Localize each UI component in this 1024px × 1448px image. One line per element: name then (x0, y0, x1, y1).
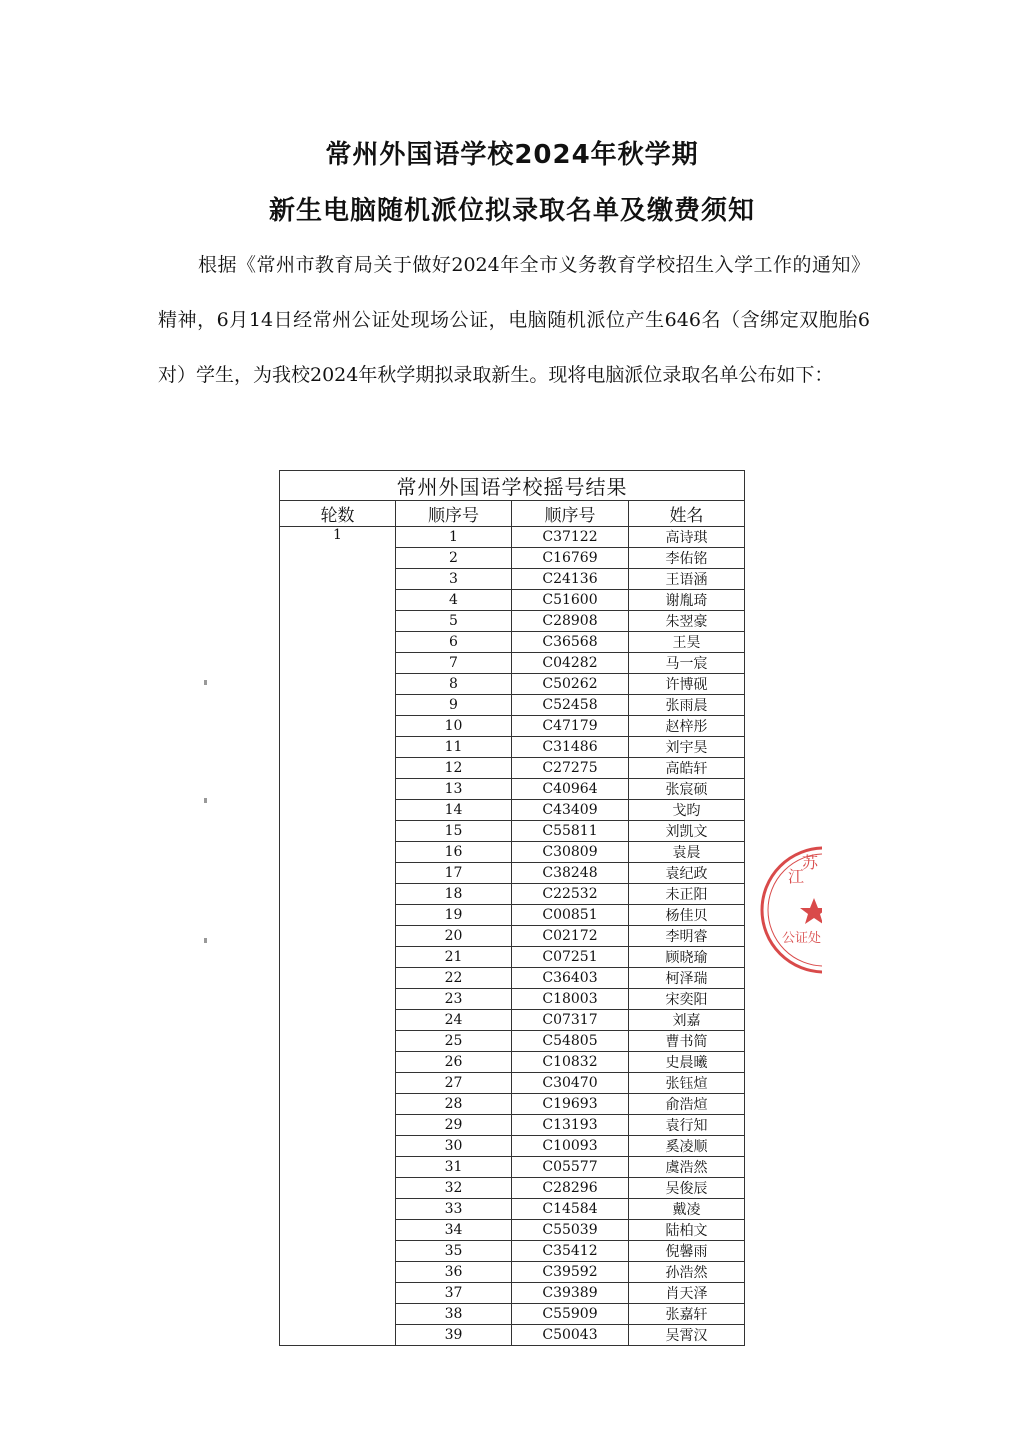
name-cell: 刘宇昊 (629, 737, 745, 758)
code-cell: C13193 (512, 1115, 629, 1136)
name-cell: 谢胤琦 (629, 590, 745, 611)
order-cell: 1 (396, 527, 512, 548)
order-cell: 10 (396, 716, 512, 737)
order-cell: 14 (396, 800, 512, 821)
order-cell: 20 (396, 926, 512, 947)
code-cell: C55811 (512, 821, 629, 842)
code-cell: C18003 (512, 989, 629, 1010)
seal-stamp-image (758, 842, 822, 978)
order-cell: 19 (396, 905, 512, 926)
order-cell: 2 (396, 548, 512, 569)
order-cell: 32 (396, 1178, 512, 1199)
order-cell: 30 (396, 1136, 512, 1157)
name-cell: 未正阳 (629, 884, 745, 905)
name-cell: 袁行知 (629, 1115, 745, 1136)
code-cell: C51600 (512, 590, 629, 611)
document-title-line1: 常州外国语学校2024年秋学期 (325, 140, 699, 170)
name-cell: 朱翌豪 (629, 611, 745, 632)
code-cell: C27275 (512, 758, 629, 779)
svg-text:公证处: 公证处 (782, 931, 822, 946)
code-cell: C22532 (512, 884, 629, 905)
code-cell: C43409 (512, 800, 629, 821)
name-cell: 倪馨雨 (629, 1241, 745, 1262)
name-cell: 高皓轩 (629, 758, 745, 779)
name-cell: 刘凯文 (629, 821, 745, 842)
name-cell: 肖天泽 (629, 1283, 745, 1304)
name-cell: 顾晓瑜 (629, 947, 745, 968)
order-cell: 9 (396, 695, 512, 716)
code-cell: C05577 (512, 1157, 629, 1178)
order-cell: 15 (396, 821, 512, 842)
order-cell: 27 (396, 1073, 512, 1094)
code-cell: C38248 (512, 863, 629, 884)
code-cell: C28908 (512, 611, 629, 632)
name-cell: 袁纪政 (629, 863, 745, 884)
lottery-results-table (279, 470, 745, 1346)
document-title-line2: 新生电脑随机派位拟录取名单及缴费须知 (268, 196, 755, 226)
code-cell: C24136 (512, 569, 629, 590)
code-cell: C35412 (512, 1241, 629, 1262)
notary-seal (758, 842, 822, 978)
order-cell: 17 (396, 863, 512, 884)
code-cell: C40964 (512, 779, 629, 800)
code-cell: C36403 (512, 968, 629, 989)
name-cell: 吴俊辰 (629, 1178, 745, 1199)
code-cell: C31486 (512, 737, 629, 758)
code-cell: C39592 (512, 1262, 629, 1283)
intro-paragraph: 根据《常州市教育局关于做好2024年全市义务教育学校招生入学工作的通知》精神，6月14日经常州公证处现场公证，电脑随机派位产生646名（含绑定双胞胎6对）学生，为我校2024年秋学期拟录取新生。现将电脑派位录取名单公布如下： (158, 254, 870, 386)
order-cell: 25 (396, 1031, 512, 1052)
order-cell: 18 (396, 884, 512, 905)
column-header-round: 轮数 (280, 501, 396, 527)
code-cell: C28296 (512, 1178, 629, 1199)
order-cell: 35 (396, 1241, 512, 1262)
order-cell: 33 (396, 1199, 512, 1220)
order-cell: 5 (396, 611, 512, 632)
order-cell: 29 (396, 1115, 512, 1136)
name-cell: 张宸硕 (629, 779, 745, 800)
code-cell: C39389 (512, 1283, 629, 1304)
order-cell: 31 (396, 1157, 512, 1178)
scan-speck (204, 680, 207, 685)
code-cell: C10093 (512, 1136, 629, 1157)
name-cell: 刘嘉 (629, 1010, 745, 1031)
svg-text:江: 江 (788, 867, 805, 886)
name-cell: 柯泽瑞 (629, 968, 745, 989)
scan-speck (204, 798, 207, 803)
name-cell: 赵梓彤 (629, 716, 745, 737)
code-cell: C16769 (512, 548, 629, 569)
code-cell: C00851 (512, 905, 629, 926)
name-cell: 马一宸 (629, 653, 745, 674)
code-cell: C14584 (512, 1199, 629, 1220)
code-cell: C37122 (512, 527, 629, 548)
code-cell: C36568 (512, 632, 629, 653)
name-cell: 高诗琪 (629, 527, 745, 548)
code-cell: C54805 (512, 1031, 629, 1052)
order-cell: 38 (396, 1304, 512, 1325)
order-cell: 4 (396, 590, 512, 611)
code-cell: C47179 (512, 716, 629, 737)
order-cell: 16 (396, 842, 512, 863)
order-cell: 34 (396, 1220, 512, 1241)
order-cell: 28 (396, 1094, 512, 1115)
name-cell: 李佑铭 (629, 548, 745, 569)
name-cell: 戈昀 (629, 800, 745, 821)
order-cell: 37 (396, 1283, 512, 1304)
name-cell: 吴霄汉 (629, 1325, 745, 1346)
name-cell: 曹书简 (629, 1031, 745, 1052)
name-cell: 宋奕阳 (629, 989, 745, 1010)
name-cell: 俞浩煊 (629, 1094, 745, 1115)
name-cell: 王昊 (629, 632, 745, 653)
order-cell: 6 (396, 632, 512, 653)
name-cell: 张钰煊 (629, 1073, 745, 1094)
code-cell: C02172 (512, 926, 629, 947)
name-cell: 袁晨 (629, 842, 745, 863)
code-cell: C07317 (512, 1010, 629, 1031)
table-row (280, 527, 745, 548)
code-cell: C30470 (512, 1073, 629, 1094)
svg-text:苏: 苏 (802, 853, 819, 872)
name-cell: 杨佳贝 (629, 905, 745, 926)
order-cell: 24 (396, 1010, 512, 1031)
order-cell: 21 (396, 947, 512, 968)
code-cell: C50043 (512, 1325, 629, 1346)
table-body (280, 527, 745, 1346)
name-cell: 虞浩然 (629, 1157, 745, 1178)
name-cell: 孙浩然 (629, 1262, 745, 1283)
order-cell: 7 (396, 653, 512, 674)
order-cell: 3 (396, 569, 512, 590)
name-cell: 戴凌 (629, 1199, 745, 1220)
order-cell: 11 (396, 737, 512, 758)
code-cell: C07251 (512, 947, 629, 968)
column-header-order: 顺序号 (396, 501, 512, 527)
code-cell: C55909 (512, 1304, 629, 1325)
order-cell: 39 (396, 1325, 512, 1346)
name-cell: 许博砚 (629, 674, 745, 695)
code-cell: C30809 (512, 842, 629, 863)
name-cell: 王语涵 (629, 569, 745, 590)
name-cell: 史晨曦 (629, 1052, 745, 1073)
code-cell: C19693 (512, 1094, 629, 1115)
column-header-code: 顺序号 (512, 501, 629, 527)
round-cell: 1 (280, 527, 396, 1346)
table-caption: 常州外国语学校摇号结果 (280, 471, 745, 501)
code-cell: C52458 (512, 695, 629, 716)
code-cell: C04282 (512, 653, 629, 674)
order-cell: 23 (396, 989, 512, 1010)
name-cell: 张雨晨 (629, 695, 745, 716)
column-header-name: 姓名 (629, 501, 745, 527)
name-cell: 张嘉轩 (629, 1304, 745, 1325)
scan-speck (204, 938, 207, 943)
order-cell: 13 (396, 779, 512, 800)
order-cell: 26 (396, 1052, 512, 1073)
order-cell: 22 (396, 968, 512, 989)
order-cell: 36 (396, 1262, 512, 1283)
name-cell: 陆柏文 (629, 1220, 745, 1241)
name-cell: 奚凌顺 (629, 1136, 745, 1157)
order-cell: 8 (396, 674, 512, 695)
order-cell: 12 (396, 758, 512, 779)
code-cell: C50262 (512, 674, 629, 695)
name-cell: 李明睿 (629, 926, 745, 947)
code-cell: C55039 (512, 1220, 629, 1241)
code-cell: C10832 (512, 1052, 629, 1073)
